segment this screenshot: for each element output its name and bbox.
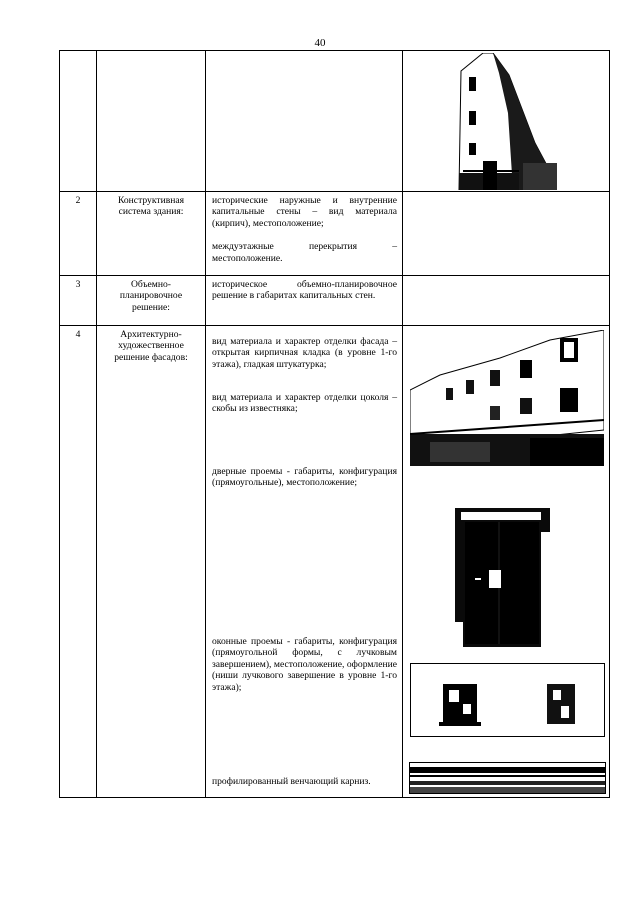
row-name: Архитектурно-художественное решение фасадов: — [97, 326, 206, 798]
protection-subject-table — [59, 50, 610, 798]
row-description — [206, 326, 403, 798]
description-item: дверные проемы - габариты, конфигурация (прямоугольные), местоположение; — [212, 466, 397, 489]
page-number: 40 — [314, 37, 326, 49]
photo-cell — [403, 326, 610, 798]
table-row — [60, 276, 610, 326]
row-description — [206, 192, 403, 276]
table-row — [60, 326, 610, 798]
row-number: 3 — [60, 276, 97, 326]
description-item: профилированный венчающий карниз. — [212, 776, 371, 787]
building-corner-photo — [453, 53, 557, 190]
description-item: историческое объемно-планировочное решение в габаритах капитальных стен. — [212, 279, 397, 302]
row-description — [206, 51, 403, 192]
description-item: исторические наружные и внутренние капитальные стены – вид материала (кирпич), местоположение; — [212, 195, 397, 229]
window-niches-photo — [410, 663, 605, 737]
row-name — [97, 51, 206, 192]
entrance-door-photo — [455, 502, 550, 647]
row-number: 2 — [60, 192, 97, 276]
row-description — [206, 276, 403, 326]
row-name: Конструктивная система здания: — [97, 192, 206, 276]
table-row — [60, 192, 610, 276]
description-item: междуэтажные перекрытия – местоположение. — [212, 241, 397, 264]
row-number: 4 — [60, 326, 97, 798]
photo-cell — [403, 276, 610, 326]
row-number — [60, 51, 97, 192]
photo-cell — [403, 51, 610, 192]
row-name: Объемно-планировочное решение: — [97, 276, 206, 326]
description-item: вид материала и характер отделки цоколя – скобы из известняка; — [212, 392, 397, 415]
description-item: вид материала и характер отделки фасада – открытая кирпичная кладка (в уровне 1-го этажа), гладкая штукатурка; — [212, 336, 397, 370]
facade-street-photo — [410, 330, 604, 478]
table-row — [60, 51, 610, 192]
photo-cell — [403, 192, 610, 276]
cornice-photo — [409, 762, 606, 794]
description-item: оконные проемы - габариты, конфигурация (прямоугольной формы, с лучковым завершением), местоположение, оформление (ниши лучкового завершение в уровне 1-го этажа); — [212, 636, 397, 693]
